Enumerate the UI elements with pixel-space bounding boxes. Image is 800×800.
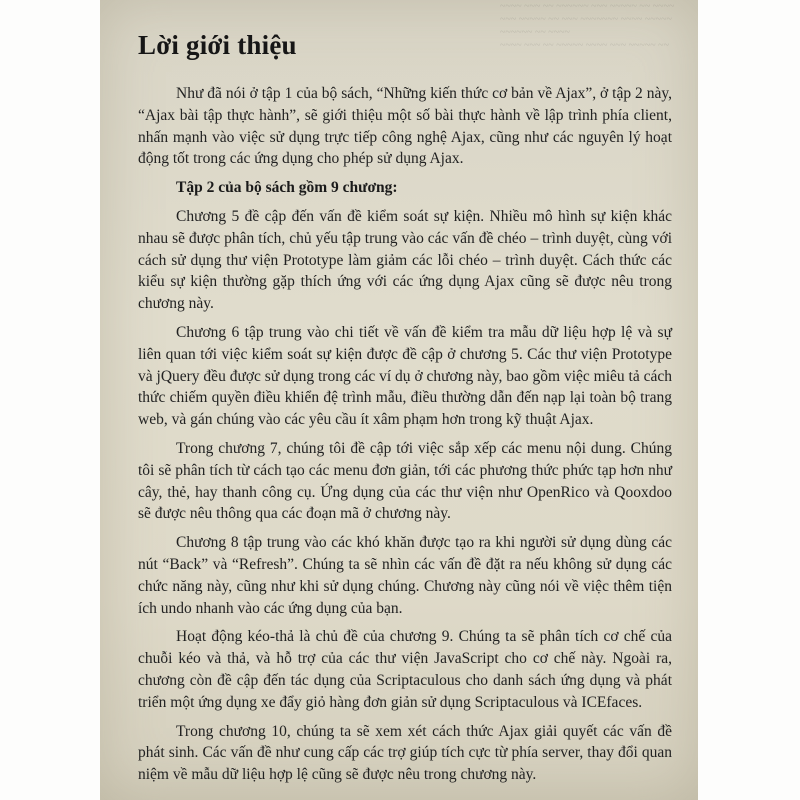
chapter-9-paragraph: Hoạt động kéo-thả là chủ đề của chương 9. Chúng ta sẽ phân tích cơ chế của chuỗi kéo và thả, và hỗ trợ của các thư viện JavaScript cho cơ chế này. Ngoài ra, chương còn đề cập đến tác dụng của Scriptaculous cho danh sách ứng dụng và phát triển một ứng dụng xe đẩy giỏ hàng đơn giản sử dụng Scriptaculous và ICEfaces. bbox=[138, 628, 672, 711]
chapter-8-paragraph: Chương 8 tập trung vào các khó khăn được tạo ra khi người sử dụng dùng các nút “Back” và “Refresh”. Chúng ta sẽ nhìn các vấn đề đặt ra nếu không sử dụng các chức năng này, cũng như khi sử dụng chúng. Chương này cũng nói về việc thêm tiện ích undo nhanh vào các ứng dụng của bạn. bbox=[138, 534, 672, 617]
chapter-7-paragraph: Trong chương 7, chúng tôi đề cập tới việc sắp xếp các menu nội dung. Chúng tôi sẽ phân tích từ cách tạo các menu đơn giản, tới các phương thức phức tạp hơn như cây, thẻ, hay thanh công cụ. Ứng dụng của các thư viện như OpenRico và Qooxdoo sẽ được nêu thông qua các đoạn mã ở chương này. bbox=[138, 439, 672, 523]
chapters-subheading: Tập 2 của bộ sách gồm 9 chương: bbox=[176, 179, 398, 197]
bleed-through-texture: ~~~~ ~~~ ~~ ~~~~~~ ~~~ ~~~~~ ~~ ~~~~ ~~~ ~~~~~ ~~ ~~~ ~~~~~~~ ~~~~ ~~~~~ ~~~~~~ ~~ ~~~~ ~~~~ ~~~ ~~ ~~~~~ ~~~~ ~~~ ~~~~~ ~~ bbox=[500, 1, 675, 51]
intro-paragraph: Như đã nói ở tập 1 của bộ sách, “Những kiến thức cơ bản về Ajax”, ở tập 2 này, “Ajax bài tập thực hành”, sẽ giới thiệu một số bài thực hành về lập trình phía client, nhấn mạnh vào việc sử dụng trực tiếp công nghệ Ajax, cũng như các nguyên lý hoạt động tốt trong các ứng dụng cho phép sử dụng Ajax. bbox=[138, 85, 672, 168]
chapter-6-paragraph: Chương 6 tập trung vào chi tiết về vấn đề kiểm tra mẫu dữ liệu hợp lệ và sự liên quan tới việc kiểm soát sự kiện được đề cập ở chương 5. Các thư viện Prototype và jQuery đều được sử dụng trong các ví dụ ở chương này, bao gồm việc miêu tả cách thức chiếm quyền điều khiển đệ trình mẫu, điều thường dẫn đến nạp lại toàn bộ trang web, và gán chúng vào các yêu cầu ít xâm phạm hơn trong kỹ thuật Ajax. bbox=[138, 323, 672, 429]
chapter-5-paragraph: Chương 5 đề cập đến vấn đề kiểm soát sự kiện. Nhiều mô hình sự kiện khác nhau sẽ được phân tích, chủ yếu tập trung vào các vấn đề chéo – trình duyệt, cùng với cách sử dụng thư viện Prototype làm giảm các lỗi chéo – trình duyệt. Cách thức các kiểu sự kiện thường gặp thích ứng với các ứng dụng Ajax cũng sẽ được nêu trong chương này. bbox=[138, 207, 672, 313]
page-title: Lời giới thiệu bbox=[138, 30, 297, 60]
page-content bbox=[138, 30, 672, 793]
chapter-10-paragraph: Trong chương 10, chúng ta sẽ xem xét cách thức Ajax giải quyết các vấn đề phát sinh. Các vấn đề như cung cấp các trợ giúp tích cực từ phía server, thay đổi quan niệm về mẫu dữ liệu hợp lệ cũng sẽ được nêu trong chương này. bbox=[138, 722, 672, 784]
